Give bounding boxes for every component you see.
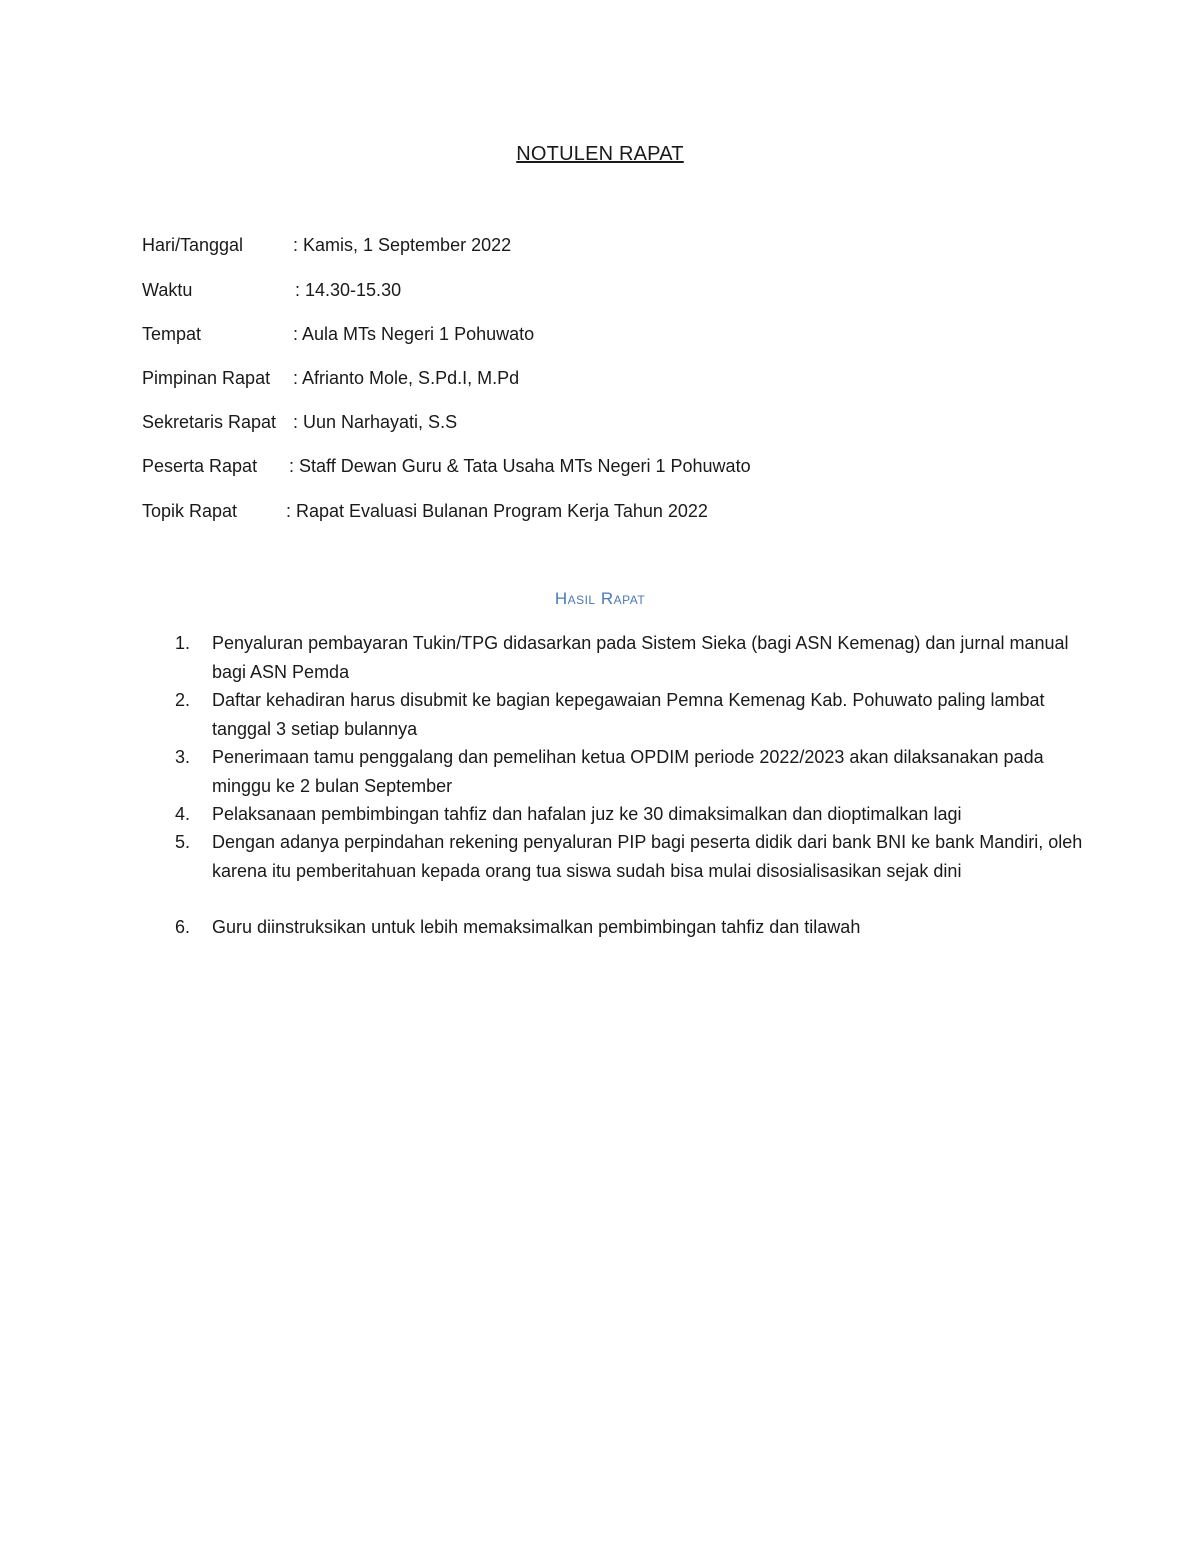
info-value: : Uun Narhayati, S.S xyxy=(293,412,458,432)
info-label: Tempat xyxy=(142,324,202,344)
list-item xyxy=(175,913,1092,942)
info-value: : Afrianto Mole, S.Pd.I, M.Pd xyxy=(293,368,520,388)
list-item-text: Guru diinstruksikan untuk lebih memaksimalkan pembimbingan tahfiz dan tilawah xyxy=(212,917,861,937)
list-item xyxy=(175,743,1092,800)
list-item-text: Daftar kehadiran harus disubmit ke bagian kepegawaian Pemna Kemenag Kab. Pohuwato paling lambat tanggal 3 setiap bulannya xyxy=(212,690,1045,739)
info-row-waktu xyxy=(142,280,402,301)
list-item-number: 5. xyxy=(175,832,191,852)
info-value: : 14.30-15.30 xyxy=(295,280,402,300)
info-row-tempat xyxy=(142,324,535,345)
list-item-text: Pelaksanaan pembimbingan tahfiz dan hafalan juz ke 30 dimaksimalkan dan dioptimalkan lagi xyxy=(212,804,962,824)
info-label: Pimpinan Rapat xyxy=(142,368,271,388)
list-item-text: Dengan adanya perpindahan rekening penyaluran PIP bagi peserta didik dari bank BNI ke bank Mandiri, oleh karena itu pemberitahuan kepada orang tua siswa sudah bisa mulai disosialisasikan sejak dini xyxy=(212,832,1083,881)
info-row-hari-tanggal xyxy=(142,235,512,256)
info-value: : Staff Dewan Guru & Tata Usaha MTs Negeri 1 Pohuwato xyxy=(289,456,751,476)
list-item-number: 1. xyxy=(175,633,191,653)
info-row-pimpinan-rapat xyxy=(142,368,520,389)
results-heading: Hasil Rapat xyxy=(554,589,646,608)
page-title: NOTULEN RAPAT xyxy=(516,143,684,165)
info-row-topik-rapat xyxy=(142,501,708,522)
list-item-text: Penerimaan tamu penggalang dan pemelihan ketua OPDIM periode 2022/2023 akan dilaksanakan pada minggu ke 2 bulan September xyxy=(212,747,1044,796)
info-label: Peserta Rapat xyxy=(142,456,258,476)
list-item xyxy=(175,629,1092,686)
info-value: : Rapat Evaluasi Bulanan Program Kerja Tahun 2022 xyxy=(286,501,708,521)
list-item xyxy=(175,828,1092,885)
list-item-number: 6. xyxy=(175,917,191,937)
list-item-text: Penyaluran pembayaran Tukin/TPG didasarkan pada Sistem Sieka (bagi ASN Kemenag) dan jurnal manual bagi ASN Pemda xyxy=(212,633,1069,682)
info-label: Topik Rapat xyxy=(142,501,238,521)
info-label: Sekretaris Rapat xyxy=(142,412,277,432)
info-row-sekretaris-rapat xyxy=(142,412,458,433)
info-row-peserta-rapat xyxy=(142,456,751,477)
info-value: : Aula MTs Negeri 1 Pohuwato xyxy=(293,324,535,344)
list-item xyxy=(175,686,1092,743)
info-value: : Kamis, 1 September 2022 xyxy=(293,235,512,255)
list-item xyxy=(175,800,1092,829)
info-label: Waktu xyxy=(142,280,193,300)
list-item-number: 2. xyxy=(175,690,191,710)
list-item-number: 3. xyxy=(175,747,191,767)
list-item-number: 4. xyxy=(175,804,191,824)
info-label: Hari/Tanggal xyxy=(142,235,244,255)
